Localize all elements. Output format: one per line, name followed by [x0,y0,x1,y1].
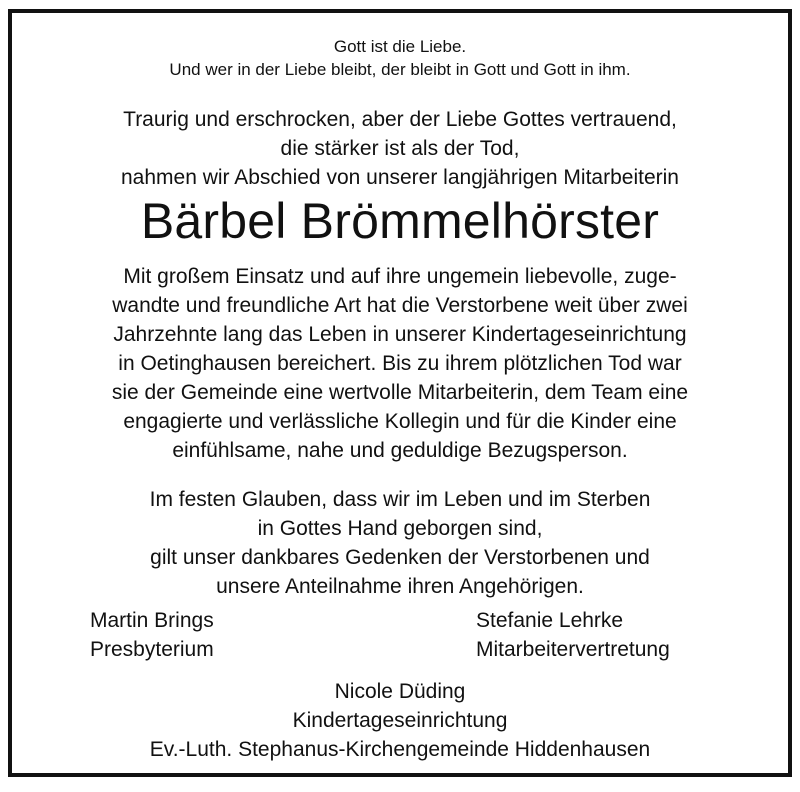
verse-line: Gott ist die Liebe. [333,37,467,56]
bible-verse [12,35,788,81]
tribute-line: sie der Gemeinde eine wertvolle Mitarbeiterin, dem Team eine [111,381,689,404]
signature-name: Nicole Düding [334,680,466,703]
signature-right [476,606,670,664]
signature-name: Martin Brings [90,609,214,632]
signature-bottom [12,677,788,764]
tribute-line: engagierte und verlässliche Kollegin und für die Kinder eine [123,410,677,433]
intro-line: nahmen wir Abschied von unserer langjährigen Mitarbeiterin [121,166,679,189]
tribute-line: Jahrzehnte lang das Leben in unserer Kindertageseinrichtung [113,323,687,346]
closing-line: in Gottes Hand geborgen sind, [257,517,543,540]
signature-name: Stefanie Lehrke [476,609,624,632]
obituary-frame [8,9,792,777]
tribute-line: in Oetinghausen bereichert. Bis zu ihrem plötzlichen Tod war [118,352,682,375]
tribute-line: einfühlsame, nahe und geduldige Bezugsperson. [172,439,628,462]
signature-role: Presbyterium [90,638,214,661]
signature-role: Mitarbeitervertretung [476,638,670,661]
tribute-text [12,262,788,465]
closing-line: unsere Anteilnahme ihren Angehörigen. [216,575,584,598]
deceased-name: Bärbel Brömmelhörster [140,193,660,249]
intro-text [12,105,788,192]
signature-organization: Ev.-Luth. Stephanus-Kirchengemeinde Hiddenhausen [149,738,651,761]
closing-text [12,485,788,601]
intro-line: Traurig und erschrocken, aber der Liebe Gottes vertrauend, [123,108,677,131]
closing-line: gilt unser dankbares Gedenken der Verstorbenen und [150,546,650,569]
tribute-line: Mit großem Einsatz und auf ihre ungemein liebevolle, zuge- [123,265,677,288]
signature-left [90,606,214,664]
closing-line: Im festen Glauben, dass wir im Leben und im Sterben [149,488,651,511]
signature-role: Kindertageseinrichtung [292,709,508,732]
tribute-line: wandte und freundliche Art hat die Verstorbene weit über zwei [112,294,688,317]
verse-line: Und wer in der Liebe bleibt, der bleibt in Gott und Gott in ihm. [169,60,631,79]
intro-line: die stärker ist als der Tod, [280,137,520,160]
